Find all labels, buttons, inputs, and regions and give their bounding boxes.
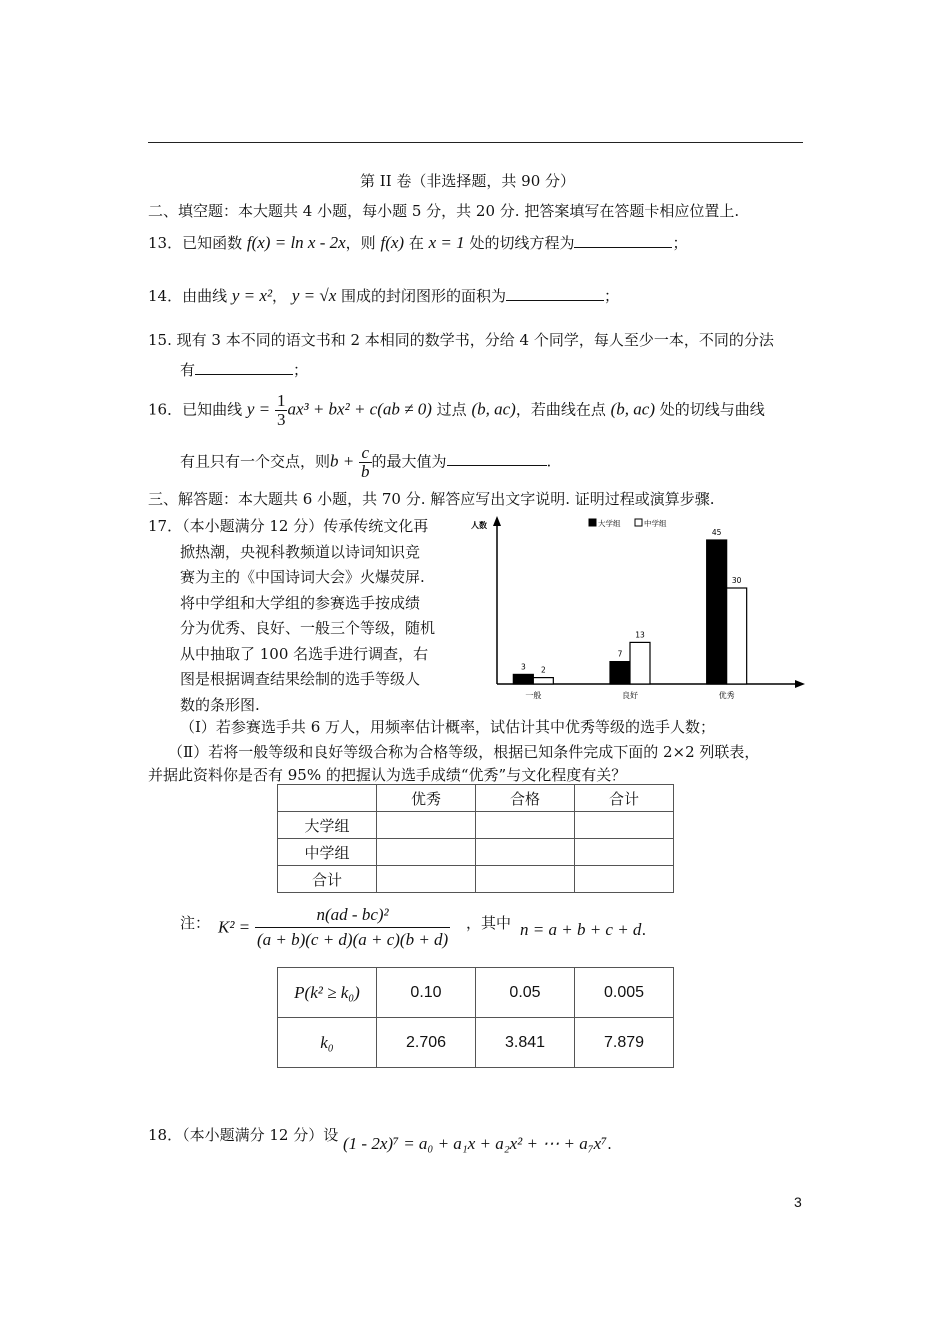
- q16-line2-tail: 的最大值为: [371, 452, 447, 471]
- q14-tail: 围成的封闭图形的面积为: [341, 287, 507, 305]
- question-15-line1: 15. 现有 3 本不同的语文书和 2 本相同的数学书，分给 4 个同学，每人至少一本，不同的分法: [148, 331, 774, 349]
- q16-y-eq: y =: [246, 399, 271, 419]
- table-cell: 大学组: [278, 812, 377, 839]
- q13-answer-blank[interactable]: [574, 247, 672, 248]
- q16-line2-prefix: 有且只有一个交点，则: [180, 452, 331, 471]
- q16-expr-den: b: [361, 461, 370, 481]
- p-label: P(k² ≥ k₀): [294, 982, 360, 1002]
- q17-part2-line2: 并据此资料你是否有 95% 的把握认为选手成绩“优秀”与文化程度有关？: [148, 766, 627, 784]
- table-cell: 合计: [575, 785, 674, 812]
- q18-formula: (1 - 2x)⁷ = a₀ + a₁x + a₂x² + ⋯ + a₇x⁷: [343, 1134, 608, 1153]
- part3-header: 三、解答题：本大题共 6 小题，共 70 分. 解答应写出文字说明. 证明过程或演算步骤.: [148, 490, 715, 508]
- q13-at: 在: [408, 234, 424, 252]
- q17-line: 分为优秀、良好、一般三个等级，随机: [180, 619, 436, 637]
- table-cell[interactable]: [476, 812, 575, 839]
- note-where: ，其中: [466, 914, 512, 932]
- q17-line: 从中抽取了 100 名选手进行调查，右: [180, 644, 429, 663]
- k0-label: k₀: [320, 1032, 334, 1052]
- q16-pass: 过点: [436, 400, 467, 419]
- n-def-formula: n = a + b + c + d: [520, 920, 642, 939]
- table-cell[interactable]: [575, 839, 674, 866]
- q16-fraction: [275, 392, 288, 429]
- q13-x-value: x = 1: [428, 233, 465, 252]
- q16-expr-num: c: [359, 444, 372, 463]
- q17-line: 数的条形图.: [180, 695, 260, 714]
- q14-curve-2: y = √x: [291, 286, 337, 305]
- q17-line: 掀热潮，央视科教频道以诗词知识竞: [180, 542, 421, 561]
- header-rule: [148, 142, 803, 143]
- q15-end: ；: [293, 361, 309, 379]
- page-number: 3: [794, 1194, 802, 1210]
- q17-part1: （Ⅰ）若参赛选手共 6 万人，用频率估计概率，试估计其中优秀等级的选手人数；: [180, 718, 716, 736]
- table-cell: 合计: [278, 866, 377, 893]
- question-13: [148, 232, 687, 253]
- table-cell: 3.841: [476, 1018, 575, 1068]
- q16-expr-fraction: [359, 444, 372, 481]
- table-row: [278, 839, 674, 866]
- table-cell: 2.706: [377, 1018, 476, 1068]
- y-axis-label: 人数: [471, 521, 487, 530]
- q17-line: 赛为主的《中国诗词大会》火爆荧屏.: [180, 568, 425, 586]
- q14-end: ；: [604, 287, 620, 305]
- table-cell: 7.879: [575, 1018, 674, 1068]
- bar: [630, 642, 650, 684]
- q16-frac-num: 1: [276, 391, 286, 410]
- grade-bar-chart: [465, 512, 805, 702]
- question-14: [148, 285, 619, 306]
- table-row: [278, 812, 674, 839]
- table-cell: 中学组: [278, 839, 377, 866]
- q18-end: .: [607, 1135, 612, 1153]
- question-16-line1: [148, 392, 765, 429]
- table-cell: 合格: [476, 785, 575, 812]
- section-title: 第 II 卷（非选择题，共 90 分）: [360, 172, 576, 190]
- table-cell[interactable]: [377, 866, 476, 893]
- contingency-table: [277, 784, 674, 893]
- table-cell: 0.005: [575, 968, 674, 1018]
- q16-end: .: [546, 452, 552, 471]
- q13-function: f(x) = ln x - 2x: [246, 233, 346, 252]
- table-row: [278, 866, 674, 893]
- q16-poly: ax³ + bx² + c(ab ≠ 0): [287, 399, 432, 419]
- q16-answer-blank[interactable]: [447, 465, 547, 466]
- q16-point-1: (b, ac): [471, 399, 516, 419]
- bar: [727, 588, 747, 684]
- table-cell[interactable]: [377, 839, 476, 866]
- n-definition: [520, 920, 646, 940]
- x-tick-label: 优秀: [718, 691, 735, 700]
- legend-swatch: [589, 519, 596, 526]
- question-18: [148, 1124, 612, 1153]
- bar: [610, 662, 630, 684]
- q13-number: 13．已知函数: [148, 234, 243, 252]
- table-cell[interactable]: [575, 812, 674, 839]
- x-tick-label: 一般: [525, 691, 542, 700]
- bar-value-label: 45: [711, 528, 722, 537]
- table-cell[interactable]: [476, 866, 575, 893]
- question-15-line2: [180, 359, 308, 380]
- note-label: 注：: [180, 914, 211, 932]
- table-cell: 0.10: [377, 968, 476, 1018]
- q17-line: 图是根据调查结果绘制的选手等级人: [180, 670, 421, 688]
- k2-fraction: [255, 906, 450, 949]
- y-axis-arrow: [493, 516, 501, 526]
- k2-numerator: n(ad - bc)²: [255, 906, 450, 928]
- q13-fx: f(x): [380, 233, 405, 252]
- table-cell[interactable]: [476, 839, 575, 866]
- q13-then: ，则: [345, 234, 376, 252]
- table-cell[interactable]: [377, 812, 476, 839]
- x-axis-arrow: [795, 680, 805, 688]
- x-tick-label: 良好: [622, 691, 638, 700]
- bar: [533, 678, 553, 684]
- table-cell: [278, 785, 377, 812]
- q15-answer-blank[interactable]: [195, 374, 293, 375]
- q18-text: 18．（本小题满分 12 分）设: [148, 1126, 339, 1144]
- table-cell: 优秀: [377, 785, 476, 812]
- q14-comma: ，: [272, 287, 288, 305]
- bar-value-label: 3: [520, 662, 526, 672]
- q16-tail: 处的切线与曲线: [659, 400, 765, 419]
- q14-answer-blank[interactable]: [506, 300, 604, 301]
- bar-value-label: 2: [540, 665, 546, 675]
- k2-denominator: (a + b)(c + d)(a + c)(b + d): [256, 929, 449, 949]
- q17-part2-line1: （Ⅱ）若将一般等级和良好等级合称为合格等级，根据已知条件完成下面的 2×2 列联表，: [168, 743, 760, 761]
- table-cell: [278, 1018, 377, 1068]
- question-17-intro: [148, 514, 435, 718]
- table-header-row: [278, 785, 674, 812]
- q13-tail: 处的切线方程为: [469, 234, 575, 252]
- legend-label: 大学组: [598, 519, 621, 528]
- q14-curve-1: y = x²: [231, 286, 273, 305]
- k2-lhs: K² =: [218, 917, 251, 937]
- q14-number: 14．由曲线: [148, 287, 228, 305]
- q16-frac-den: 3: [276, 409, 286, 429]
- table-cell[interactable]: [575, 866, 674, 893]
- k2-formula: [218, 906, 450, 949]
- part2-header: 二、填空题：本大题共 4 小题，每小题 5 分，共 20 分. 把答案填写在答题卡相应位置上.: [148, 202, 740, 220]
- q15-line2-prefix: 有: [180, 361, 196, 379]
- bar-value-label: 13: [635, 630, 645, 640]
- critical-value-table: [277, 967, 674, 1068]
- q16-mid: ，若曲线在点: [515, 400, 606, 419]
- q17-line: 将中学组和大学组的参赛选手按成绩: [180, 593, 421, 612]
- q13-end: ；: [672, 234, 688, 252]
- legend-label: 中学组: [644, 519, 667, 528]
- n-def-end: .: [641, 921, 647, 939]
- q16-number: 16．已知曲线: [148, 400, 243, 419]
- table-row: [278, 968, 674, 1018]
- bar-value-label: 30: [731, 576, 742, 585]
- table-cell: [278, 968, 377, 1018]
- legend-swatch: [635, 519, 642, 526]
- q16-point-2: (b, ac): [610, 399, 655, 419]
- bar: [513, 674, 533, 684]
- bar-value-label: 7: [617, 649, 623, 659]
- bar: [707, 540, 727, 684]
- question-16-line2: [180, 444, 551, 481]
- q16-expr-b: b +: [330, 451, 355, 471]
- q17-line: 17．（本小题满分 12 分）传承传统文化再: [148, 517, 429, 535]
- table-cell: 0.05: [476, 968, 575, 1018]
- table-row: [278, 1018, 674, 1068]
